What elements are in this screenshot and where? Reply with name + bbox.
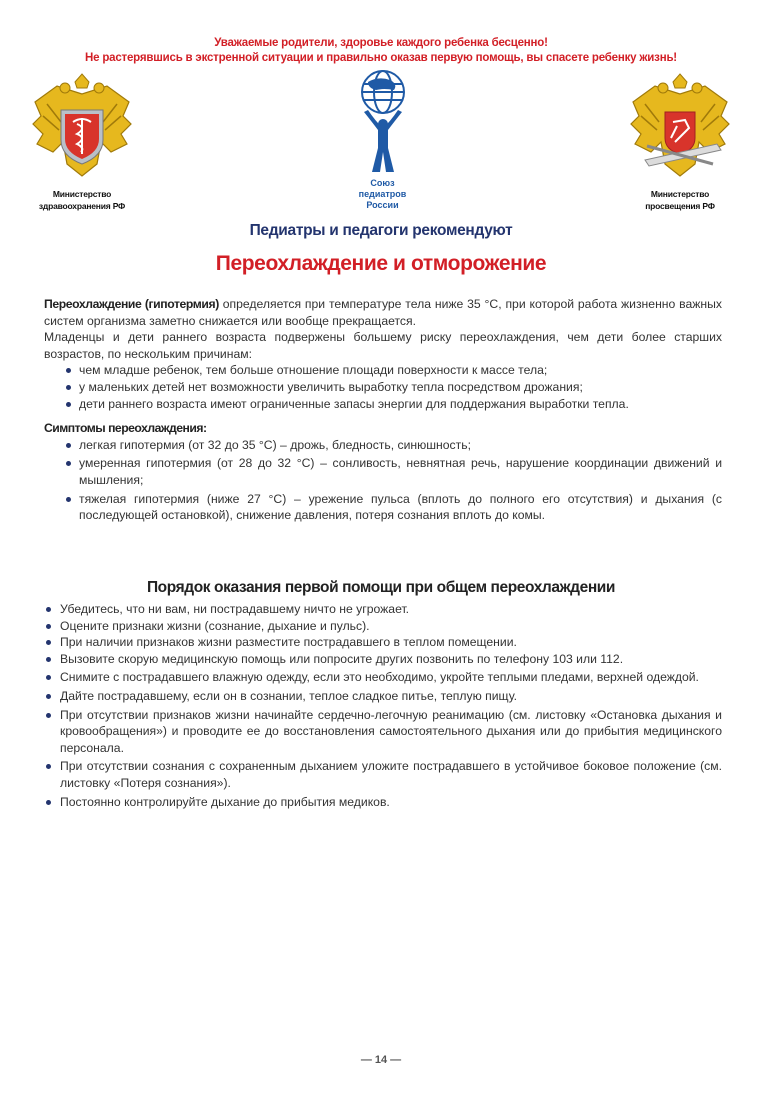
list-item bbox=[44, 758, 722, 791]
bullet-icon bbox=[66, 461, 71, 466]
banner-line-1: Уважаемые родители, здоровье каждого ребенка бесценно! bbox=[214, 37, 548, 49]
bullet-icon bbox=[66, 385, 71, 390]
caption-line: Союз bbox=[370, 178, 395, 188]
list-item-text: Убедитесь, что ни вам, ни пострадавшему ничто не угрожает. bbox=[60, 602, 410, 616]
double-headed-eagle-medical-icon bbox=[27, 72, 137, 184]
list-item bbox=[44, 601, 722, 618]
list-item-text: При отсутствии сознания с сохраненным дыханием уложите пострадавшего в устойчивое боковое положение (см. листовку «Потеря сознания»). bbox=[60, 759, 722, 790]
bullet-icon bbox=[46, 675, 51, 680]
first-aid-steps bbox=[44, 601, 722, 810]
reasons-list bbox=[44, 362, 722, 412]
list-item bbox=[44, 634, 722, 651]
ministry-health-emblem bbox=[22, 72, 142, 212]
caption-line: просвещения РФ bbox=[645, 201, 715, 211]
union-pediatricians-logo bbox=[345, 68, 420, 211]
list-item bbox=[44, 396, 722, 413]
ministry-education-emblem bbox=[620, 72, 740, 212]
bullet-icon bbox=[46, 764, 51, 769]
bullet-icon bbox=[46, 694, 51, 699]
list-item-text: чем младше ребенок, тем больше отношение площади поверхности к массе тела; bbox=[79, 363, 548, 378]
definition: определяется при температуре тела ниже 35 °С, при которой работа жизненно важных систем организма заметно снижается или вообще прекращается. bbox=[44, 297, 722, 328]
list-item-text: дети раннего возраста имеют ограниченные запасы энергии для поддержания выработки тепла. bbox=[79, 396, 629, 411]
list-item-text: легкая гипотермия (от 32 до 35 °С) – дрожь, бледность, синюшность; bbox=[79, 437, 471, 452]
list-item bbox=[44, 651, 722, 668]
bullet-icon bbox=[46, 640, 51, 645]
list-item-text: Вызовите скорую медицинскую помощь или попросите других позвонить по телефону 103 или 112. bbox=[60, 651, 624, 666]
banner-line-2: Не растерявшись в экстренной ситуации и правильно оказав первую помощь, вы спасете ребенку жизнь! bbox=[85, 52, 677, 64]
list-item bbox=[44, 379, 722, 396]
caption-line: педиатров bbox=[358, 189, 407, 199]
definition-paragraph bbox=[44, 296, 722, 329]
bullet-icon bbox=[66, 402, 71, 407]
top-banner bbox=[0, 36, 762, 66]
list-item bbox=[44, 688, 722, 705]
list-item bbox=[44, 437, 722, 454]
list-item bbox=[44, 362, 722, 379]
caption-line: Министерство bbox=[650, 189, 710, 199]
list-item bbox=[44, 618, 722, 635]
symptoms-heading: Симптомы переохлаждения: bbox=[44, 421, 207, 436]
bullet-icon bbox=[46, 657, 51, 662]
list-item bbox=[44, 491, 722, 524]
list-item-text: Дайте пострадавшему, если он в сознании, теплое сладкое питье, теплую пищу. bbox=[60, 688, 517, 703]
symptoms-list bbox=[44, 437, 722, 524]
list-item-text: Постоянно контролируйте дыхание до прибытия медиков. bbox=[60, 794, 390, 809]
page-title: Переохлаждение и отморожение bbox=[215, 252, 547, 275]
bullet-icon bbox=[66, 368, 71, 373]
list-item-text: Оцените признаки жизни (сознание, дыхание и пульс). bbox=[60, 618, 370, 633]
bullet-icon bbox=[66, 497, 71, 502]
list-item bbox=[44, 669, 722, 686]
globe-figure-icon bbox=[350, 68, 416, 176]
bullet-icon bbox=[66, 443, 71, 448]
first-aid-section bbox=[44, 601, 722, 810]
term: Переохлаждение (гипотермия) bbox=[44, 297, 219, 311]
list-item-text: Снимите с пострадавшего влажную одежду, если это необходимо, укройте теплыми пледами, верхней одеждой. bbox=[60, 670, 699, 685]
list-item bbox=[44, 455, 722, 488]
list-item-text: у маленьких детей нет возможности увеличить выработку тепла посредством дрожания; bbox=[79, 379, 583, 394]
bullet-icon bbox=[46, 624, 51, 629]
list-item-text: тяжелая гипотермия (ниже 27 °С) – урежение пульса (вплоть до полного его отсутствия) и дыхания (с последующей остановкой), снижение давления, потеря сознания вплоть до комы. bbox=[79, 491, 722, 523]
list-item-text: При отсутствии признаков жизни начинайте сердечно-легочную реанимацию (см. листовку «Остановка дыхания и кровообращения») и проводите ее до восстановления самостоятельного дыхания или до прибытия медицинского персонала. bbox=[60, 707, 722, 755]
intro-section bbox=[44, 296, 722, 524]
subtitle: Педиатры и педагоги рекомендуют bbox=[249, 222, 513, 239]
caption-line: Министерство bbox=[52, 189, 112, 199]
risk-paragraph: Младенцы и дети раннего возраста подвержены большему риску переохлаждения, чем дети более старших возрастов, по нескольким причинам: bbox=[44, 330, 722, 361]
list-item-text: При наличии признаков жизни разместите пострадавшего в теплом помещении. bbox=[60, 635, 517, 650]
first-aid-title: Порядок оказания первой помощи при общем переохлаждении bbox=[146, 579, 616, 596]
list-item bbox=[44, 707, 722, 757]
list-item bbox=[44, 794, 722, 811]
page-number: — 14 — bbox=[360, 1054, 402, 1066]
double-headed-eagle-education-icon bbox=[625, 72, 735, 184]
bullet-icon bbox=[46, 713, 51, 718]
caption-line: России bbox=[366, 200, 399, 210]
caption-line: здравоохранения РФ bbox=[38, 201, 126, 211]
bullet-icon bbox=[46, 800, 51, 805]
list-item-text: умеренная гипотермия (от 28 до 32 °С) – сонливость, невнятная речь, нарушение координации движений и мышления; bbox=[79, 456, 722, 487]
bullet-icon bbox=[46, 607, 51, 612]
